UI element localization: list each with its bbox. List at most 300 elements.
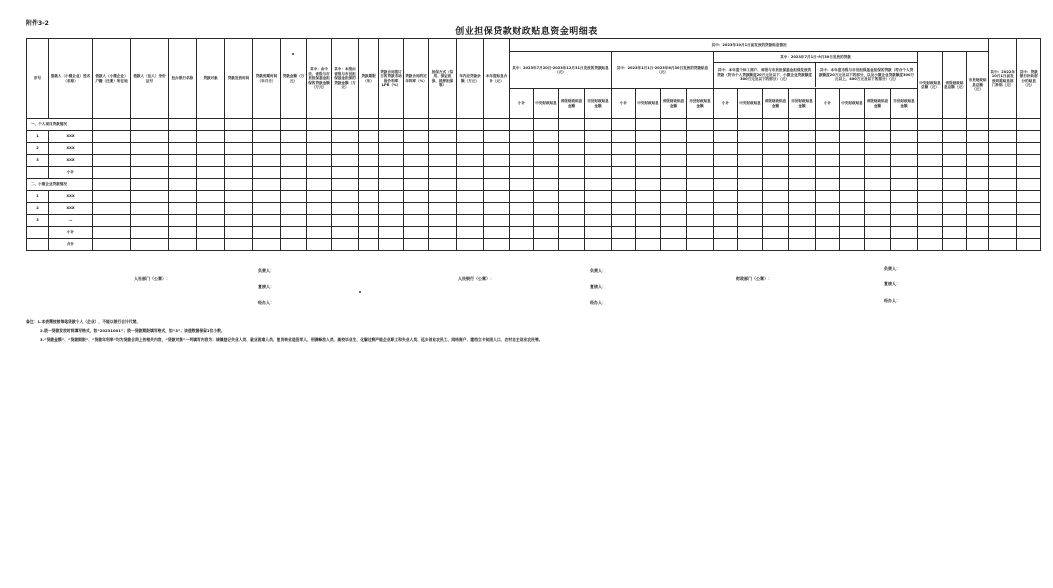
table-cell [789,119,816,131]
table-cell [1017,143,1041,155]
header-period-1: 其中：2023年7月20日-2023年12月31日发放的贷款贴息（元） [510,52,612,89]
row-borrower: XXX [49,143,93,155]
table-cell [404,143,429,155]
table-cell [763,191,789,203]
table-cell [1017,203,1041,215]
table-cell [332,119,359,131]
table-cell [967,203,989,215]
table-cell [253,203,281,215]
table-cell [429,131,457,143]
table-cell [1017,155,1041,167]
row-label: 一、个人项目贷款情况 [27,119,93,131]
row-number: 3 [27,215,49,227]
header-period-3-title: 其中：2023年7月1日-9月30日发放的贷款 [714,53,917,62]
row-number [27,167,49,179]
subheader-central: 中央财政贴息 [738,89,763,119]
table-cell [225,227,253,239]
table-cell [559,119,585,131]
table-cell [840,179,865,191]
table-cell [359,227,379,239]
table-cell [332,143,359,155]
table-cell [484,203,510,215]
table-cell [457,191,484,203]
table-cell [585,179,612,191]
table-cell [169,179,197,191]
table-cell [738,215,763,227]
table-cell [379,131,404,143]
table-cell [93,203,131,215]
table-cell [865,215,891,227]
header-period-3a: 其中：本年度个体工商户、省级与市县担保基金担保发放的贷款（符合个人贷款额度20万元及以下、小微企业贷款额度300万元及以下的部分）（元） [714,63,816,87]
table-cell [197,215,225,227]
table-cell [510,191,534,203]
table-cell [93,215,131,227]
table-cell [789,215,816,227]
table-cell [253,119,281,131]
subheader-provincial: 省级财政贴息金额 [661,89,687,119]
table-cell [93,143,131,155]
table-cell [763,131,789,143]
table-cell [738,179,763,191]
table-cell [510,179,534,191]
table-row [27,215,1041,227]
table-cell [307,143,332,155]
table-cell [534,119,559,131]
table-cell [918,203,943,215]
table-cell [585,227,612,239]
table-cell [510,215,534,227]
table-cell [559,239,585,251]
table-cell [585,191,612,203]
table-cell [281,131,307,143]
table-cell [891,155,918,167]
table-cell [404,119,429,131]
table-cell [891,179,918,191]
table-cell [816,167,840,179]
table-cell [131,131,169,143]
table-cell [789,239,816,251]
table-cell [738,239,763,251]
row-number [27,239,49,251]
table-cell [93,167,131,179]
table-cell [585,167,612,179]
table-cell [865,131,891,143]
table-cell [281,239,307,251]
table-cell [1017,167,1041,179]
table-cell [225,191,253,203]
table-cell [197,179,225,191]
table-cell [131,227,169,239]
table-cell [225,167,253,179]
table-cell [332,191,359,203]
table-cell [484,227,510,239]
table-cell [197,155,225,167]
table-cell [510,155,534,167]
row-borrower: XXX [49,191,93,203]
table-cell [636,239,661,251]
table-cell [404,215,429,227]
table-cell [131,167,169,179]
table-cell [789,143,816,155]
table-cell [687,215,714,227]
header-provincial-fund: 其中：本级由省级与市县担保基金担保的贷款金额（万元） [332,39,359,119]
table-cell [131,239,169,251]
table-cell [197,119,225,131]
table-cell [197,191,225,203]
signature-block-bank [458,262,698,310]
table-cell [534,155,559,167]
row-borrower: XXX [49,131,93,143]
signature-block-hr [26,262,332,310]
table-cell [332,227,359,239]
table-cell [510,131,534,143]
subheader-provincial: 省级财政贴息金额 [763,89,789,119]
table-cell [636,179,661,191]
table-cell [943,155,967,167]
table-cell [307,227,332,239]
table-cell [225,215,253,227]
table-cell [612,119,636,131]
table-cell [379,179,404,191]
header-bank: 经办银行名称 [169,39,197,119]
table-cell [404,167,429,179]
table-cell [169,143,197,155]
table-cell [197,239,225,251]
table-cell [989,191,1017,203]
total-row [27,239,1041,251]
subheader-central: 中央财政贴息 [636,89,661,119]
table-cell [429,143,457,155]
table-cell [918,167,943,179]
table-cell [967,131,989,143]
header-term: 贷款期限（年） [359,39,379,119]
table-cell [943,167,967,179]
table-cell [169,131,197,143]
table-cell [131,203,169,215]
finance-head-label: 负责人： [884,266,900,271]
table-cell [169,227,197,239]
subheader-subtotal: 小计 [612,89,636,119]
table-cell [763,143,789,155]
table-cell [307,131,332,143]
header-period-2: 其中：2023年1月1日-2023年6月30日发放的贷款贴息（元） [612,52,714,89]
table-cell [253,131,281,143]
table-cell [989,227,1017,239]
table-cell [636,119,661,131]
table-cell [714,215,738,227]
table-cell [612,131,636,143]
notes-block [26,317,542,344]
signature-block-finance [736,262,1010,310]
table-cell [359,191,379,203]
table-cell [225,119,253,131]
table-cell [484,179,510,191]
table-cell [534,191,559,203]
table-cell [281,215,307,227]
table-cell [253,155,281,167]
table-cell [253,179,281,191]
table-cell [510,239,534,251]
table-cell [379,227,404,239]
table-cell [359,215,379,227]
table-cell [429,227,457,239]
table-cell [510,227,534,239]
header-period-3-group [714,52,918,89]
table-cell [559,179,585,191]
table-cell [918,191,943,203]
table-cell [131,119,169,131]
table-cell [967,143,989,155]
table-cell [332,203,359,215]
table-cell [967,227,989,239]
table-cell [379,191,404,203]
header-total-subsidy: 本年度贴息合计（元） [484,39,510,119]
hr-reviewer-label: 复核人： [258,284,274,289]
subheader-central: 中央财政贴息 [840,89,865,119]
table-cell [865,119,891,131]
table-cell [891,143,918,155]
table-cell [359,155,379,167]
table-cell [169,239,197,251]
table-cell [484,239,510,251]
row-number: 1 [27,131,49,143]
table-cell [738,167,763,179]
table-cell [281,227,307,239]
table-cell [687,191,714,203]
table-cell [989,179,1017,191]
table-cell [891,191,918,203]
finance-label: 财政部门（公章）： [736,276,772,281]
row-borrower: XXX [49,155,93,167]
table-cell [281,191,307,203]
table-cell [738,155,763,167]
table-cell [612,227,636,239]
table-cell [865,179,891,191]
table-cell [484,215,510,227]
table-cell [1017,215,1041,227]
table-cell [457,143,484,155]
table-cell [989,215,1017,227]
table-cell [687,227,714,239]
header-bank-part: 其中：贷款银行补助部分的贴息（元） [1017,39,1041,119]
table-cell [738,191,763,203]
table-row [27,143,1041,155]
table-cell [429,191,457,203]
table-cell [967,179,989,191]
table-cell [307,239,332,251]
table-cell [93,227,131,239]
table-cell [307,203,332,215]
table-cell [918,155,943,167]
table-cell [636,167,661,179]
table-row [27,191,1041,203]
table-cell [307,155,332,167]
table-cell [661,227,687,239]
table-cell [169,155,197,167]
table-cell [840,191,865,203]
table-cell [359,143,379,155]
header-central-total: 中央财政贴息总额（元） [918,52,943,119]
hr-head-label: 负责人： [258,268,274,273]
table-cell [816,239,840,251]
table-cell [332,179,359,191]
table-cell [891,119,918,131]
table-cell [687,167,714,179]
header-guarantee-method: 担保方式（信用、保证担保、抵押担保等） [429,39,457,119]
table-cell [612,155,636,167]
row-borrower: 小计 [49,227,93,239]
header-loan-end: 贷款到期时间（年月日） [253,39,281,119]
table-cell [169,215,197,227]
table-cell [379,143,404,155]
row-borrower: XXX [49,203,93,215]
table-cell [359,179,379,191]
table-cell [967,167,989,179]
header-city-total: 市县财政贴息总额（元） [967,52,989,119]
table-cell [225,179,253,191]
table-cell [738,131,763,143]
annex-label: 附件3-2 [26,20,49,27]
header-contract-rate: 贷款合同约定年利率（%） [404,39,429,119]
table-cell [661,143,687,155]
table-cell [332,239,359,251]
table-cell [559,227,585,239]
table-cell [559,131,585,143]
table-cell [789,191,816,203]
table-cell [404,203,429,215]
header-borrower: 借款人（小微企业）姓名（名称） [49,39,93,119]
table-cell [636,143,661,155]
table-cell [131,179,169,191]
table-cell [359,131,379,143]
table-cell [197,203,225,215]
table-cell [534,179,559,191]
table-cell [918,239,943,251]
table-cell [510,203,534,215]
table-cell [816,119,840,131]
table-cell [197,227,225,239]
table-cell [225,203,253,215]
table-cell [197,167,225,179]
subsidy-table [26,38,1041,251]
table-cell [891,167,918,179]
table-cell [1017,179,1041,191]
table-cell [484,191,510,203]
table-cell [738,143,763,155]
subheader-subtotal: 小计 [816,89,840,119]
table-cell [763,215,789,227]
bank-head-label: 负责人： [590,268,606,273]
table-cell [534,203,559,215]
header-seq: 序号 [27,39,49,119]
table-cell [169,191,197,203]
table-cell [636,203,661,215]
table-cell [457,179,484,191]
table-cell [714,167,738,179]
table-cell [763,179,789,191]
table-cell [457,203,484,215]
finance-handler-label: 经办人： [884,298,900,303]
subheader-city: 市县财政贴息金额 [789,89,816,119]
header-loan-start: 贷款发放时间 [225,39,253,119]
table-cell [510,167,534,179]
table-cell [404,131,429,143]
table-cell [918,227,943,239]
table-cell [559,215,585,227]
table-cell [816,227,840,239]
table-cell [429,179,457,191]
table-cell [989,131,1017,143]
table-cell [332,155,359,167]
table-cell [865,191,891,203]
table-cell [636,215,661,227]
table-cell [891,131,918,143]
table-cell [943,203,967,215]
table-cell [253,167,281,179]
subheader-city: 市县财政贴息金额 [687,89,714,119]
table-cell [943,131,967,143]
table-cell [131,191,169,203]
table-cell [534,215,559,227]
table-cell [457,167,484,179]
header-annual-balance: 年内应贷款余额（万元） [457,39,484,119]
table-cell [534,131,559,143]
subtotal-row [27,227,1041,239]
table-cell [307,119,332,131]
table-cell [253,143,281,155]
header-central-fund: 其中：由中央、省级与市县担保基金担保的贷款金额（万元） [307,39,332,119]
table-cell [379,239,404,251]
table-cell [93,239,131,251]
table-cell [816,215,840,227]
row-number: 3 [27,155,49,167]
table-cell [943,239,967,251]
table-cell [789,131,816,143]
table-cell [534,143,559,155]
table-cell [763,239,789,251]
table-cell [816,143,840,155]
table-cell [661,155,687,167]
table-cell [714,191,738,203]
table-cell [253,191,281,203]
table-cell [93,119,131,131]
header-before-oct: 其中：2022年10月1日前发放尚需贴息部门补贴（元） [989,39,1017,119]
table-cell [943,215,967,227]
table-cell [559,143,585,155]
header-loan-type: 贷款对象 [197,39,225,119]
subheader-city: 市县财政贴息金额 [891,89,918,119]
table-cell [816,179,840,191]
table-cell [359,239,379,251]
table-cell [865,143,891,155]
table-cell [714,179,738,191]
table-cell [379,215,404,227]
table-cell [457,227,484,239]
table-cell [687,179,714,191]
table-cell [585,155,612,167]
table-cell [404,239,429,251]
note-line-3: 3.“贷款金额”、“贷款期限”、“贷款年利率”均为贷款合同上的相关内容，“贷款对象”一列填写内容为：城镇登记失业人员、就业困难人员、复员转业退役军人、刑满释放人员、高校毕业生、化解过剩产能企业职工和失业人员、返乡创业农民工、网络商户、建档立卡贫困人口、农村自主创业农民等。 [40,337,543,342]
table-cell [789,155,816,167]
table-cell [789,203,816,215]
table-cell [253,215,281,227]
row-borrower: — [49,215,93,227]
table-cell [661,191,687,203]
subheader-central: 中央财政贴息 [534,89,559,119]
table-cell [534,167,559,179]
subheader-city: 市县财政贴息金额 [585,89,612,119]
table-cell [714,227,738,239]
